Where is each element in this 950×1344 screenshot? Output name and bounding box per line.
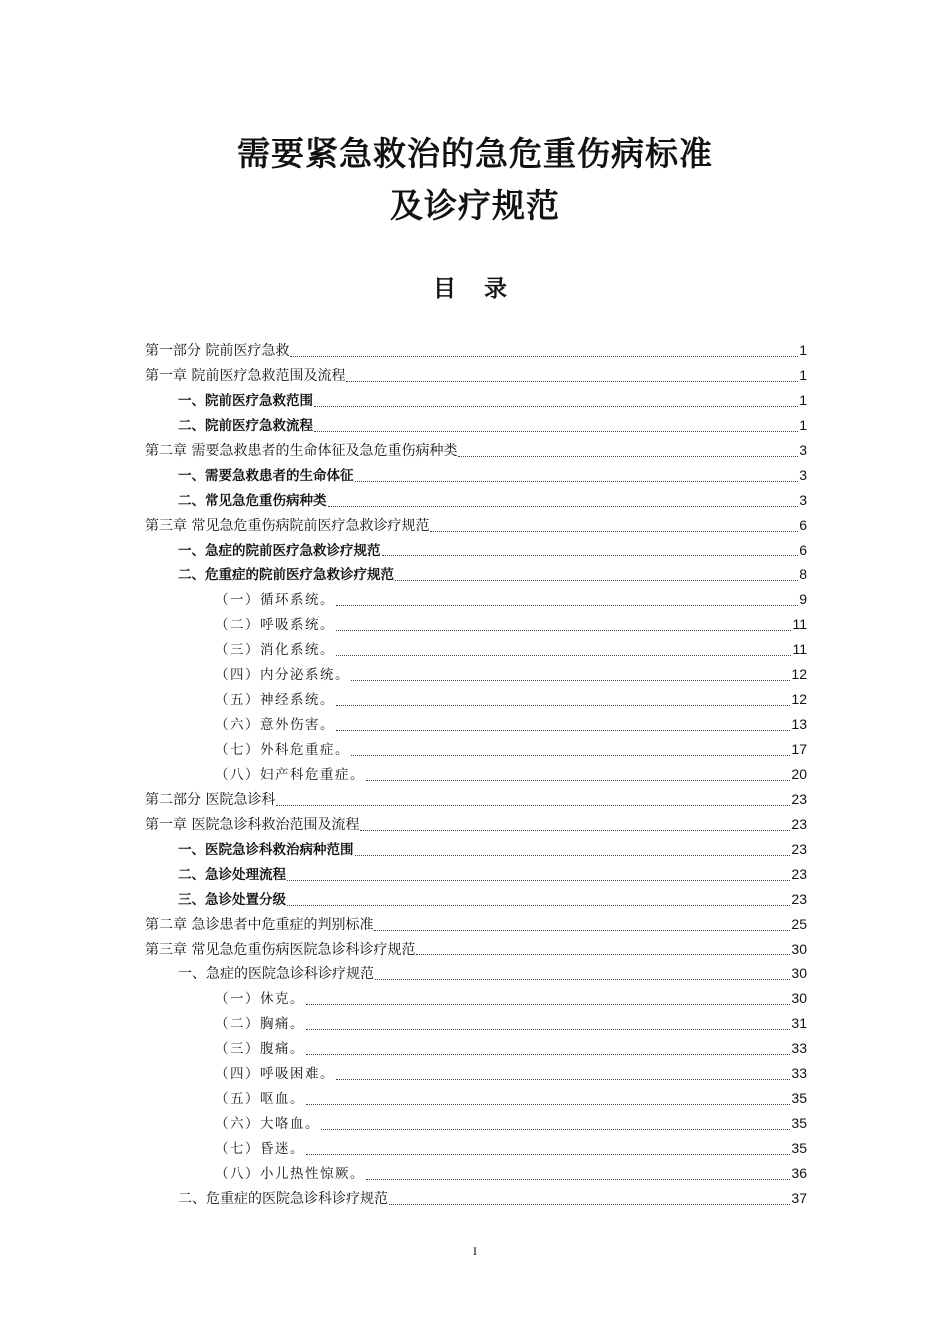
toc-entry-label: 第二章 需要急救患者的生命体征及急危重伤病种类 (145, 442, 458, 459)
toc-entry-page-number: 6 (799, 516, 807, 533)
toc-entry-page-number: 35 (791, 1140, 807, 1156)
toc-dot-leader (328, 506, 799, 507)
toc-entry-label: 三、急诊处置分级 (178, 891, 286, 908)
toc-dot-leader (389, 1204, 790, 1205)
toc-entry-label: （六）大咯血。 (215, 1116, 320, 1133)
toc-entry-page-number: 30 (791, 965, 807, 982)
toc-entry-label: 第二章 急诊患者中危重症的判别标准 (145, 916, 374, 933)
toc-entry-page-number: 3 (799, 441, 807, 458)
toc-entry-page-number: 8 (799, 566, 807, 583)
toc-entry-label: 第一部分 院前医疗急救 (145, 343, 290, 359)
toc-heading: 目 录 (432, 276, 517, 302)
toc-entry[interactable] (145, 513, 807, 538)
toc-entry-page-number: 33 (791, 1065, 807, 1082)
toc-entry[interactable] (145, 812, 807, 837)
toc-entry-label: （二）呼吸系统。 (215, 617, 335, 634)
toc-dot-leader (306, 1154, 790, 1155)
toc-entry[interactable] (145, 912, 807, 937)
toc-entry-label: （八）小儿热性惊厥。 (215, 1165, 365, 1182)
toc-dot-leader (336, 630, 791, 631)
toc-entry-page-number: 12 (791, 691, 807, 708)
toc-dot-leader (306, 1004, 790, 1005)
toc-entry-label: （四）呼吸困难。 (215, 1066, 335, 1083)
toc-entry-page-number: 35 (791, 1115, 807, 1132)
toc-dot-leader (314, 431, 798, 432)
toc-entry-page-number: 1 (799, 342, 807, 358)
toc-entry-label: （一）休克。 (215, 991, 305, 1008)
toc-entry-page-number: 3 (799, 466, 807, 483)
toc-entry-label: （七）昏迷。 (215, 1141, 305, 1157)
toc-entry[interactable] (145, 338, 807, 363)
toc-entry[interactable] (145, 1186, 807, 1211)
toc-entry-label: （五）呕血。 (215, 1091, 305, 1108)
toc-dot-leader (355, 481, 799, 482)
toc-dot-leader (395, 580, 798, 581)
toc-entry-label: （五）神经系统。 (215, 692, 335, 709)
toc-entry-label: 一、医院急诊科救治病种范围 (178, 841, 354, 858)
toc-dot-leader (346, 381, 798, 382)
toc-entry-label: 一、急症的医院急诊科诊疗规范 (178, 966, 374, 983)
toc-entry[interactable] (145, 737, 807, 762)
toc-dot-leader (458, 456, 798, 457)
toc-entry-page-number: 1 (799, 391, 807, 408)
toc-entry-label: 一、急症的院前医疗急救诊疗规范 (178, 542, 381, 559)
toc-entry-label: （一）循环系统。 (215, 592, 335, 609)
toc-entry[interactable] (145, 1061, 807, 1086)
toc-dot-leader (306, 1054, 790, 1055)
toc-entry[interactable] (145, 363, 807, 388)
toc-entry[interactable] (145, 986, 807, 1011)
toc-entry[interactable] (145, 1086, 807, 1111)
toc-dot-leader (416, 954, 790, 955)
toc-dot-leader (321, 1129, 790, 1130)
toc-entry[interactable] (145, 538, 807, 563)
toc-entry-label: （七）外科危重症。 (215, 742, 350, 758)
document-title-line-1: 需要紧急救治的急危重伤病标准 (237, 134, 713, 173)
toc-dot-leader (382, 555, 799, 556)
table-of-contents (145, 338, 807, 1211)
toc-entry[interactable] (145, 762, 807, 787)
toc-entry-label: 一、需要急救患者的生命体征 (178, 467, 354, 484)
toc-entry-page-number: 12 (791, 666, 807, 683)
toc-entry-page-number: 30 (791, 990, 807, 1007)
toc-entry[interactable] (145, 937, 807, 962)
toc-entry[interactable] (145, 862, 807, 887)
toc-entry-page-number: 20 (791, 765, 807, 782)
document-title-line-2: 及诊疗规范 (390, 186, 560, 225)
toc-entry[interactable] (145, 488, 807, 513)
toc-entry[interactable] (145, 438, 807, 463)
toc-entry-page-number: 1 (799, 416, 807, 433)
toc-dot-leader (314, 406, 798, 407)
toc-entry[interactable] (145, 787, 807, 812)
toc-entry-label: （三）消化系统。 (215, 642, 335, 659)
toc-dot-leader (336, 705, 790, 706)
toc-dot-leader (375, 979, 790, 980)
toc-entry-label: 二、院前医疗急救流程 (178, 417, 313, 434)
toc-entry-page-number: 17 (791, 741, 807, 757)
page-number-footer: I (473, 1244, 477, 1258)
toc-entry[interactable] (145, 662, 807, 687)
toc-entry-page-number: 23 (791, 865, 807, 882)
toc-dot-leader (336, 655, 791, 656)
toc-entry-page-number: 23 (791, 840, 807, 857)
toc-entry[interactable] (145, 1011, 807, 1036)
toc-dot-leader (336, 1079, 790, 1080)
toc-dot-leader (366, 780, 790, 781)
toc-entry-label: 二、急诊处理流程 (178, 866, 286, 883)
toc-entry-page-number: 23 (791, 890, 807, 907)
toc-entry-label: 一、院前医疗急救范围 (178, 392, 313, 409)
toc-entry-page-number: 37 (791, 1189, 807, 1206)
toc-entry-page-number: 23 (791, 815, 807, 832)
toc-entry-label: 第二部分 医院急诊科 (145, 791, 276, 808)
toc-entry[interactable] (145, 961, 807, 986)
toc-dot-leader (351, 755, 790, 756)
toc-entry[interactable] (145, 587, 807, 612)
toc-entry-label: 第三章 常见急危重伤病医院急诊科诊疗规范 (145, 941, 416, 958)
toc-entry-page-number: 9 (799, 591, 807, 608)
toc-entry-page-number: 33 (791, 1040, 807, 1057)
toc-entry-label: （八）妇产科危重症。 (215, 766, 365, 783)
toc-entry-label: （三）腹痛。 (215, 1041, 305, 1058)
toc-entry-label: 第一章 医院急诊科救治范围及流程 (145, 816, 360, 833)
toc-entry[interactable] (145, 637, 807, 662)
toc-dot-leader (306, 1029, 790, 1030)
toc-entry-page-number: 36 (791, 1164, 807, 1181)
toc-dot-leader (306, 1104, 790, 1105)
toc-entry[interactable] (145, 1111, 807, 1136)
toc-entry[interactable] (145, 562, 807, 587)
toc-dot-leader (360, 830, 790, 831)
toc-dot-leader (336, 730, 790, 731)
toc-dot-leader (430, 531, 798, 532)
toc-entry-label: 二、危重症的医院急诊科诊疗规范 (178, 1190, 388, 1207)
toc-entry[interactable] (145, 463, 807, 488)
toc-entry-page-number: 1 (799, 366, 807, 383)
toc-entry-page-number: 13 (791, 716, 807, 733)
toc-entry-label: 第三章 常见急危重伤病院前医疗急救诊疗规范 (145, 517, 430, 534)
toc-entry[interactable] (145, 1036, 807, 1061)
toc-entry-label: 第一章 院前医疗急救范围及流程 (145, 367, 346, 384)
toc-dot-leader (351, 680, 790, 681)
toc-dot-leader (366, 1179, 790, 1180)
toc-entry-page-number: 35 (791, 1090, 807, 1107)
toc-entry[interactable] (145, 687, 807, 712)
toc-dot-leader (287, 905, 790, 906)
toc-entry-page-number: 6 (799, 541, 807, 558)
toc-entry-page-number: 30 (791, 940, 807, 957)
toc-entry-page-number: 31 (791, 1015, 807, 1032)
toc-dot-leader (336, 605, 798, 606)
toc-entry[interactable] (145, 837, 807, 862)
toc-entry-page-number: 3 (799, 491, 807, 508)
toc-entry-label: 二、危重症的院前医疗急救诊疗规范 (178, 567, 394, 584)
toc-entry-label: （四）内分泌系统。 (215, 667, 350, 684)
toc-entry[interactable] (145, 388, 807, 413)
toc-entry-label: （二）胸痛。 (215, 1016, 305, 1033)
toc-dot-leader (290, 356, 798, 357)
toc-entry-label: （六）意外伤害。 (215, 717, 335, 734)
toc-entry[interactable] (145, 612, 807, 637)
toc-entry[interactable] (145, 712, 807, 737)
toc-entry-page-number: 23 (791, 790, 807, 807)
toc-entry[interactable] (145, 1161, 807, 1186)
toc-dot-leader (276, 805, 790, 806)
toc-entry[interactable] (145, 887, 807, 912)
toc-entry-page-number: 25 (791, 915, 807, 932)
toc-entry[interactable] (145, 1136, 807, 1161)
toc-dot-leader (374, 930, 790, 931)
toc-dot-leader (287, 880, 790, 881)
toc-entry[interactable] (145, 413, 807, 438)
toc-entry-page-number: 11 (792, 641, 807, 658)
toc-dot-leader (355, 855, 791, 856)
toc-entry-label: 二、常见急危重伤病种类 (178, 492, 327, 509)
toc-entry-page-number: 11 (792, 616, 807, 633)
